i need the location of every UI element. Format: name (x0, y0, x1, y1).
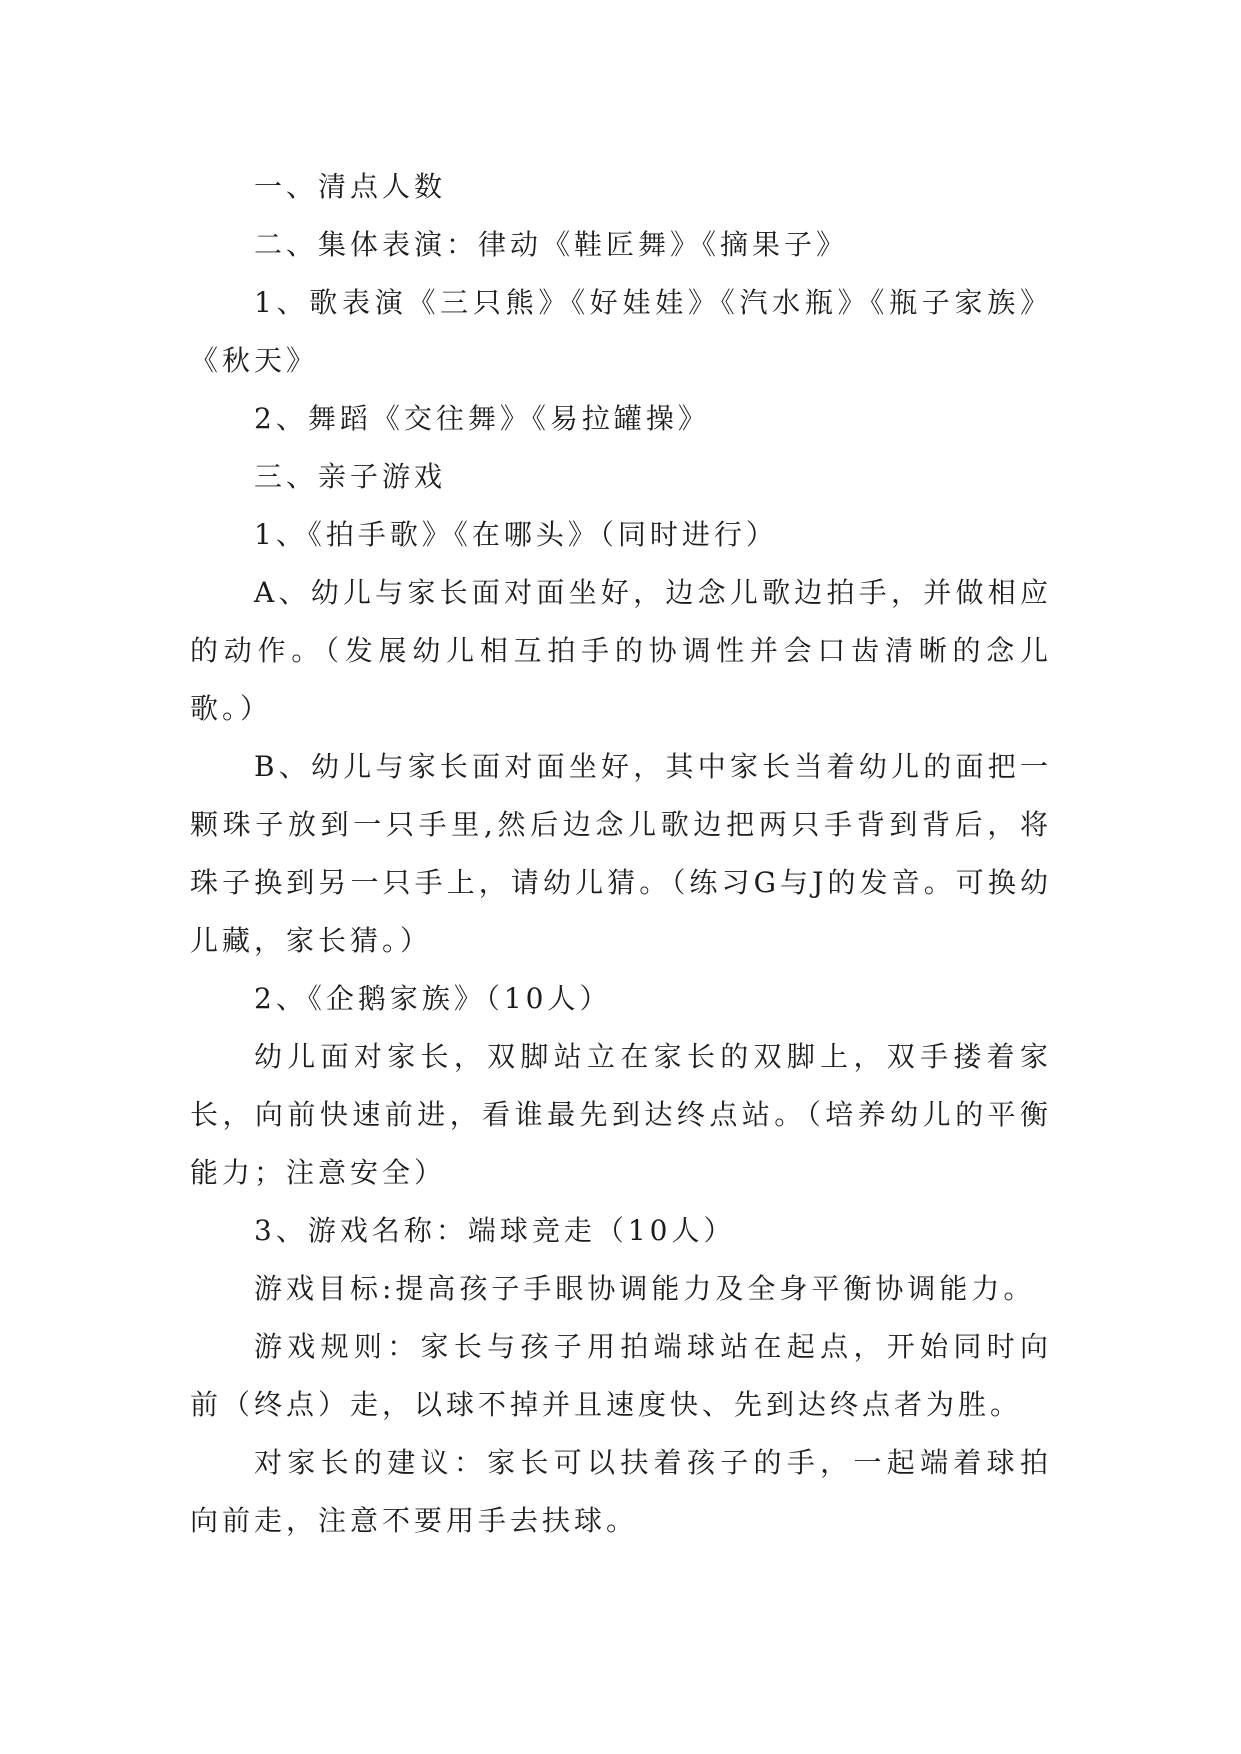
game-1-title: 1、《拍手歌》《在哪头》（同时进行） (254, 518, 778, 551)
document-body (190, 158, 1052, 1550)
game-3-goal: 游戏目标:提高孩子手眼协调能力及全身平衡协调能力。 (254, 1272, 1036, 1305)
item-dance: 2、舞蹈《交往舞》《易拉罐操》 (254, 402, 710, 435)
game-3-title: 3、游戏名称：端球竞走（10人） (254, 1214, 736, 1247)
game-1-part-b: B、幼儿与家长面对面坐好，其中家长当着幼儿的面把一颗珠子放到一只手里,然后边念儿歌边把两只手背到背后，将珠子换到另一只手上，请幼儿猜。（练习G与J的发音。可换幼儿藏，家长猜。） (190, 750, 1052, 957)
section-heading-parent-child-games: 三、亲子游戏 (254, 460, 447, 493)
game-1-part-a: A、幼儿与家长面对面坐好，边念儿歌边拍手，并做相应的动作。（发展幼儿相互拍手的协调性并会口齿清晰的念儿歌。） (190, 576, 1052, 725)
game-3-rules: 游戏规则：家长与孩子用拍端球站在起点，开始同时向前（终点）走，以球不掉并且速度快、先到达终点者为胜。 (190, 1330, 1052, 1421)
game-3-parent-advice: 对家长的建议：家长可以扶着孩子的手，一起端着球拍向前走，注意不要用手去扶球。 (190, 1446, 1052, 1537)
item-song-performance: 1、歌表演《三只熊》《好娃娃》《汽水瓶》《瓶子家族》《秋天》 (190, 286, 1052, 377)
game-2-title: 2、《企鹅家族》（10人） (254, 982, 612, 1015)
section-heading-headcount: 一、清点人数 (254, 170, 447, 203)
section-heading-group-performance: 二、集体表演：律动《鞋匠舞》《摘果子》 (254, 228, 849, 261)
game-2-description: 幼儿面对家长，双脚站立在家长的双脚上，双手搂着家长，向前快速前进，看谁最先到达终点站。（培养幼儿的平衡能力；注意安全） (190, 1040, 1052, 1189)
